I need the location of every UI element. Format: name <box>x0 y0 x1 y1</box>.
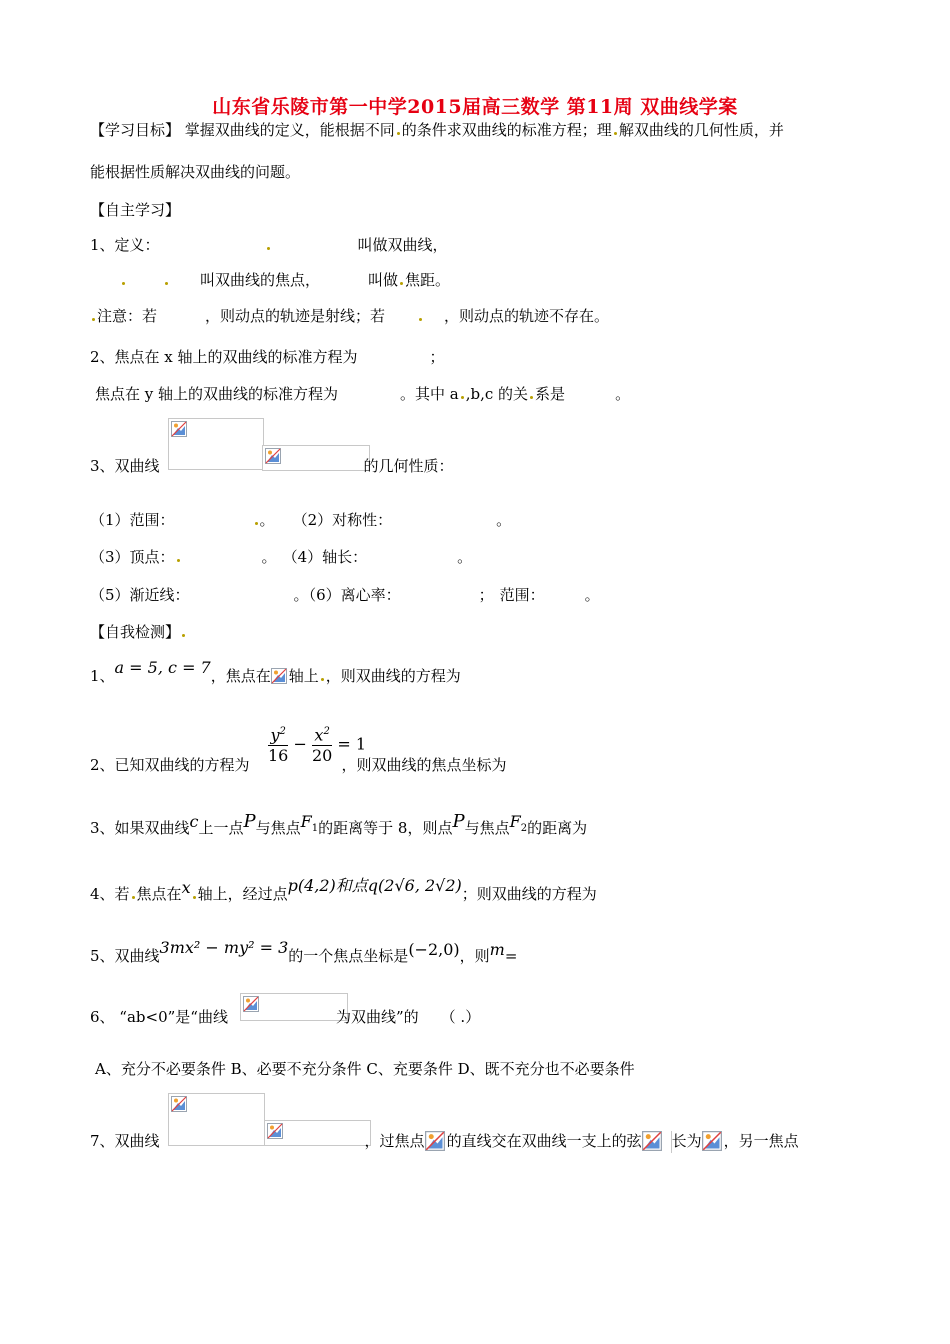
question-3: 3、如果双曲线c上一点P与焦点$F_1$的距离等于 8，则点P与焦点$F_2$的距离为 <box>90 811 588 837</box>
marker-dot <box>530 396 533 399</box>
q4-points: p(4,2)和点q(2√6, 2√2) <box>287 876 462 895</box>
marker-dot <box>400 282 403 285</box>
page-title: 山东省乐陵市第一中学2015届高三数学 第11周 双曲线学案 <box>212 96 738 118</box>
objective-line-2: 能根据性质解决双曲线的问题。 <box>90 163 301 181</box>
marker-dot <box>92 318 95 321</box>
question-5: 5、双曲线3mx² − my² = 3的一个焦点坐标是(−2,0)，则m= <box>90 938 518 965</box>
chord-image-placeholder <box>642 1131 672 1153</box>
standard-eq-x-line: 2、焦点在 x 轴上的双曲线的标准方程为 ； <box>90 348 445 366</box>
marker-dot <box>132 896 135 899</box>
marker-dot <box>177 559 180 562</box>
note-line: 注意：若 ，则动点的轨迹是射线；若 ，则动点的轨迹不存在。 <box>90 306 609 326</box>
objective-label: 【学习目标】 <box>90 121 181 139</box>
q2-equation: $\frac{y^2}{16}$ − $\frac{x^2}{20}$ = 1 <box>268 722 366 766</box>
property-line-3: （5）渐近线： 。（6）离心率： ； 范围： 。 <box>90 586 600 604</box>
broken-image-icon <box>271 668 287 684</box>
marker-dot <box>193 896 196 899</box>
self-study-heading: 【自主学习】 <box>90 201 181 219</box>
broken-image-icon <box>171 421 187 437</box>
axis-image-placeholder <box>271 668 289 686</box>
definition-line-1: 1、定义： 叫做双曲线， <box>90 236 448 254</box>
marker-dot <box>461 396 464 399</box>
marker-dot <box>267 247 270 250</box>
self-check-heading: 【自我检测】 <box>90 622 187 642</box>
marker-dot <box>255 522 258 525</box>
question-2: 2、已知双曲线的方程为 ，则双曲线的焦点坐标为 <box>90 756 507 774</box>
standard-eq-y-line: 焦点在 y 轴上的双曲线的标准方程为 。其中 a ,b,c 的关 系是 。 <box>95 385 631 403</box>
broken-image-icon <box>425 1131 445 1151</box>
broken-image-icon <box>642 1131 662 1151</box>
marker-dot <box>419 318 422 321</box>
geometry-line: 3、双曲线 的几何性质： <box>90 457 454 475</box>
marker-dot <box>397 132 400 135</box>
property-line-1: （1）范围： 。 （2）对称性： 。 <box>90 511 512 529</box>
focus-image-placeholder <box>425 1131 447 1153</box>
length-image-placeholder <box>702 1131 724 1153</box>
marker-dot <box>165 282 168 285</box>
q5-equation: 3mx² − my² = 3 <box>159 938 289 957</box>
question-6: 6、 “ab<0”是“曲线 为双曲线”的 （ .） <box>90 1008 481 1026</box>
broken-image-icon <box>702 1131 722 1151</box>
marker-dot <box>614 132 617 135</box>
marker-dot <box>122 282 125 285</box>
property-line-2: （3）顶点： 。 （4）轴长： 。 <box>90 548 473 566</box>
broken-image-icon <box>171 1096 187 1112</box>
marker-dot <box>321 678 324 681</box>
question-4: 4、若 焦点在x 轴上，经过点p(4,2)和点q(2√6, 2√2)；则双曲线的方程为 <box>90 876 597 903</box>
question-6-options: A、充分不必要条件 B、必要不充分条件 C、充要条件 D、既不充分也不必要条件 <box>95 1060 635 1078</box>
objective-line-1: 【学习目标】 掌握双曲线的定义，能根据不同 的条件求双曲线的标准方程；理 解双曲线的几何性质，并 <box>90 121 784 139</box>
q1-formula: a = 5, c = 7 <box>114 658 211 677</box>
question-1: 1、a = 5, c = 7，焦点在 轴上 ，则双曲线的方程为 <box>90 658 461 685</box>
definition-line-2: 叫双曲线的焦点， 叫做 焦距。 <box>90 270 450 290</box>
marker-dot <box>182 634 185 637</box>
question-7: 7、双曲线 ，过焦点 的直线交在双曲线一支上的弦 长为 ，另一焦点 <box>90 1131 799 1153</box>
